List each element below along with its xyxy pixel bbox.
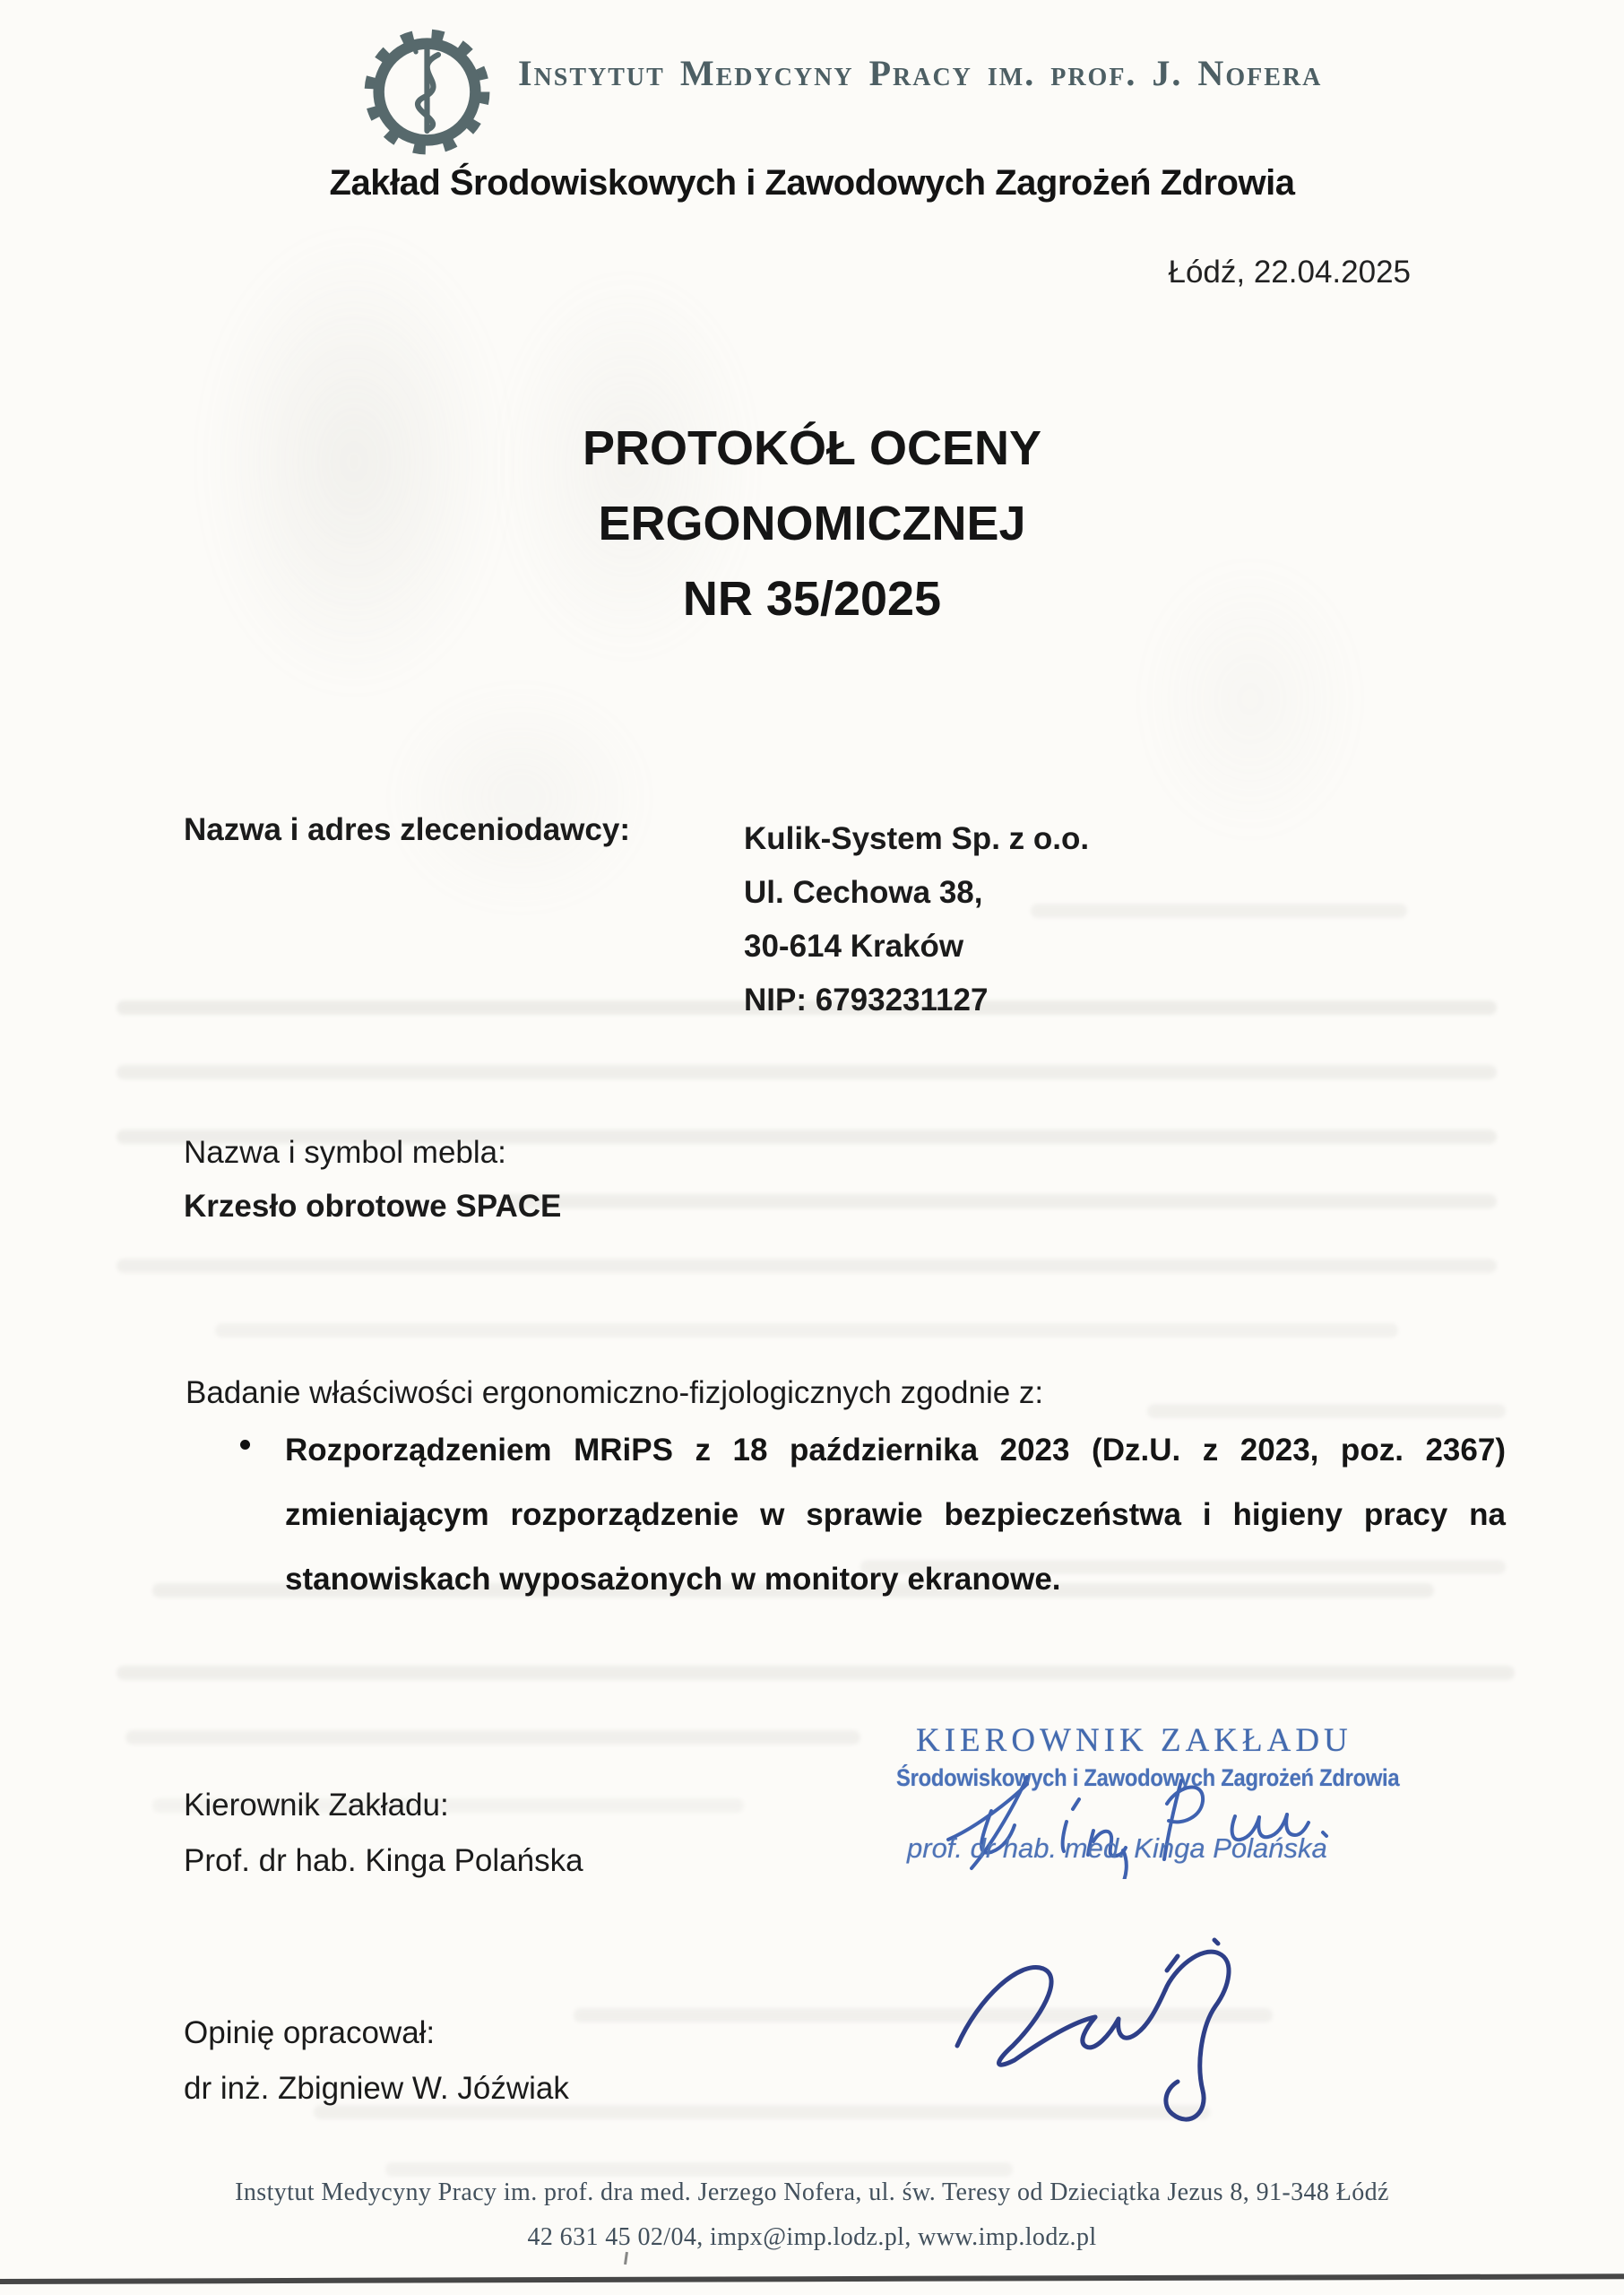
- author-signature-ink: [941, 1935, 1326, 2159]
- title-line-1: PROTOKÓŁ OCENY: [582, 421, 1042, 475]
- title-line-2: ERGONOMICZNEJ: [598, 497, 1026, 550]
- head-name: Prof. dr hab. Kinga Polańska: [184, 1843, 583, 1878]
- footer-address: Instytut Medycyny Pracy im. prof. dra med. Jerzego Nofera, ul. św. Teresy od Dzieciątka Jezus 8, 91-348 Łódź: [235, 2178, 1389, 2206]
- study-intro: Badanie właściwości ergonomiczno-fizjologicznych zgodnie z:: [186, 1375, 1044, 1410]
- bleedthrough-line: [385, 2162, 1013, 2177]
- document-title: [0, 411, 1624, 637]
- client-street: Ul. Cechowa 38,: [744, 875, 983, 910]
- bleedthrough-blob: [385, 681, 654, 914]
- institute-logo-icon: [362, 27, 492, 157]
- department-name: Zakład Środowiskowych i Zawodowych Zagrożeń Zdrowia: [329, 163, 1295, 203]
- stamp-title: KIEROWNIK ZAKŁADU: [916, 1722, 1352, 1759]
- bleedthrough-line: [117, 1666, 1515, 1680]
- head-label: Kierownik Zakładu:: [184, 1788, 449, 1823]
- client-nip: NIP: 6793231127: [744, 983, 989, 1018]
- scan-artifact-tick: [624, 2252, 628, 2265]
- bleedthrough-line: [117, 1065, 1497, 1079]
- scan-edge-line: [0, 2273, 1624, 2284]
- stamp-subtitle: Środowiskowych i Zawodowych Zagrożeń Zdrowia: [896, 1764, 1400, 1791]
- institute-name: Instytut Medycyny Pracy im. prof. J. Nofera: [518, 53, 1323, 93]
- author-label: Opinię opracował:: [184, 2015, 436, 2050]
- stamp-signed-name: prof. dr hab. med. Kinga Polańska: [907, 1832, 1327, 1864]
- author-name: dr inż. Zbigniew W. Jóźwiak: [184, 2071, 569, 2106]
- furniture-label: Nazwa i symbol mebla:: [184, 1135, 506, 1170]
- client-label: Nazwa i adres zleceniodawcy:: [184, 812, 630, 847]
- client-city: 30-614 Kraków: [744, 929, 964, 964]
- client-name: Kulik-System Sp. z o.o.: [744, 821, 1090, 856]
- bleedthrough-line: [1147, 1404, 1506, 1418]
- bleedthrough-line: [125, 1730, 860, 1745]
- bullet-icon: [240, 1440, 250, 1450]
- bleedthrough-line: [117, 1259, 1497, 1273]
- regulation-bullet: Rozporządzeniem MRiPS z 18 października 2023 (Dz.U. z 2023, poz. 2367) zmieniającym rozporządzenie w sprawie bezpieczeństwa i higieny pracy na stanowiskach wyposażonych w monitory ekranowe.: [285, 1433, 1506, 1597]
- title-line-3: NR 35/2025: [682, 572, 942, 626]
- client-address-block: [744, 812, 1089, 1027]
- bleedthrough-line: [215, 1323, 1398, 1338]
- footer-contact: 42 631 45 02/04, impx@imp.lodz.pl, www.imp.lodz.pl: [527, 2223, 1097, 2251]
- place-and-date: Łódź, 22.04.2025: [1168, 255, 1411, 290]
- bleedthrough-line: [502, 1194, 1497, 1208]
- furniture-name: Krzesło obrotowe SPACE: [184, 1189, 562, 1224]
